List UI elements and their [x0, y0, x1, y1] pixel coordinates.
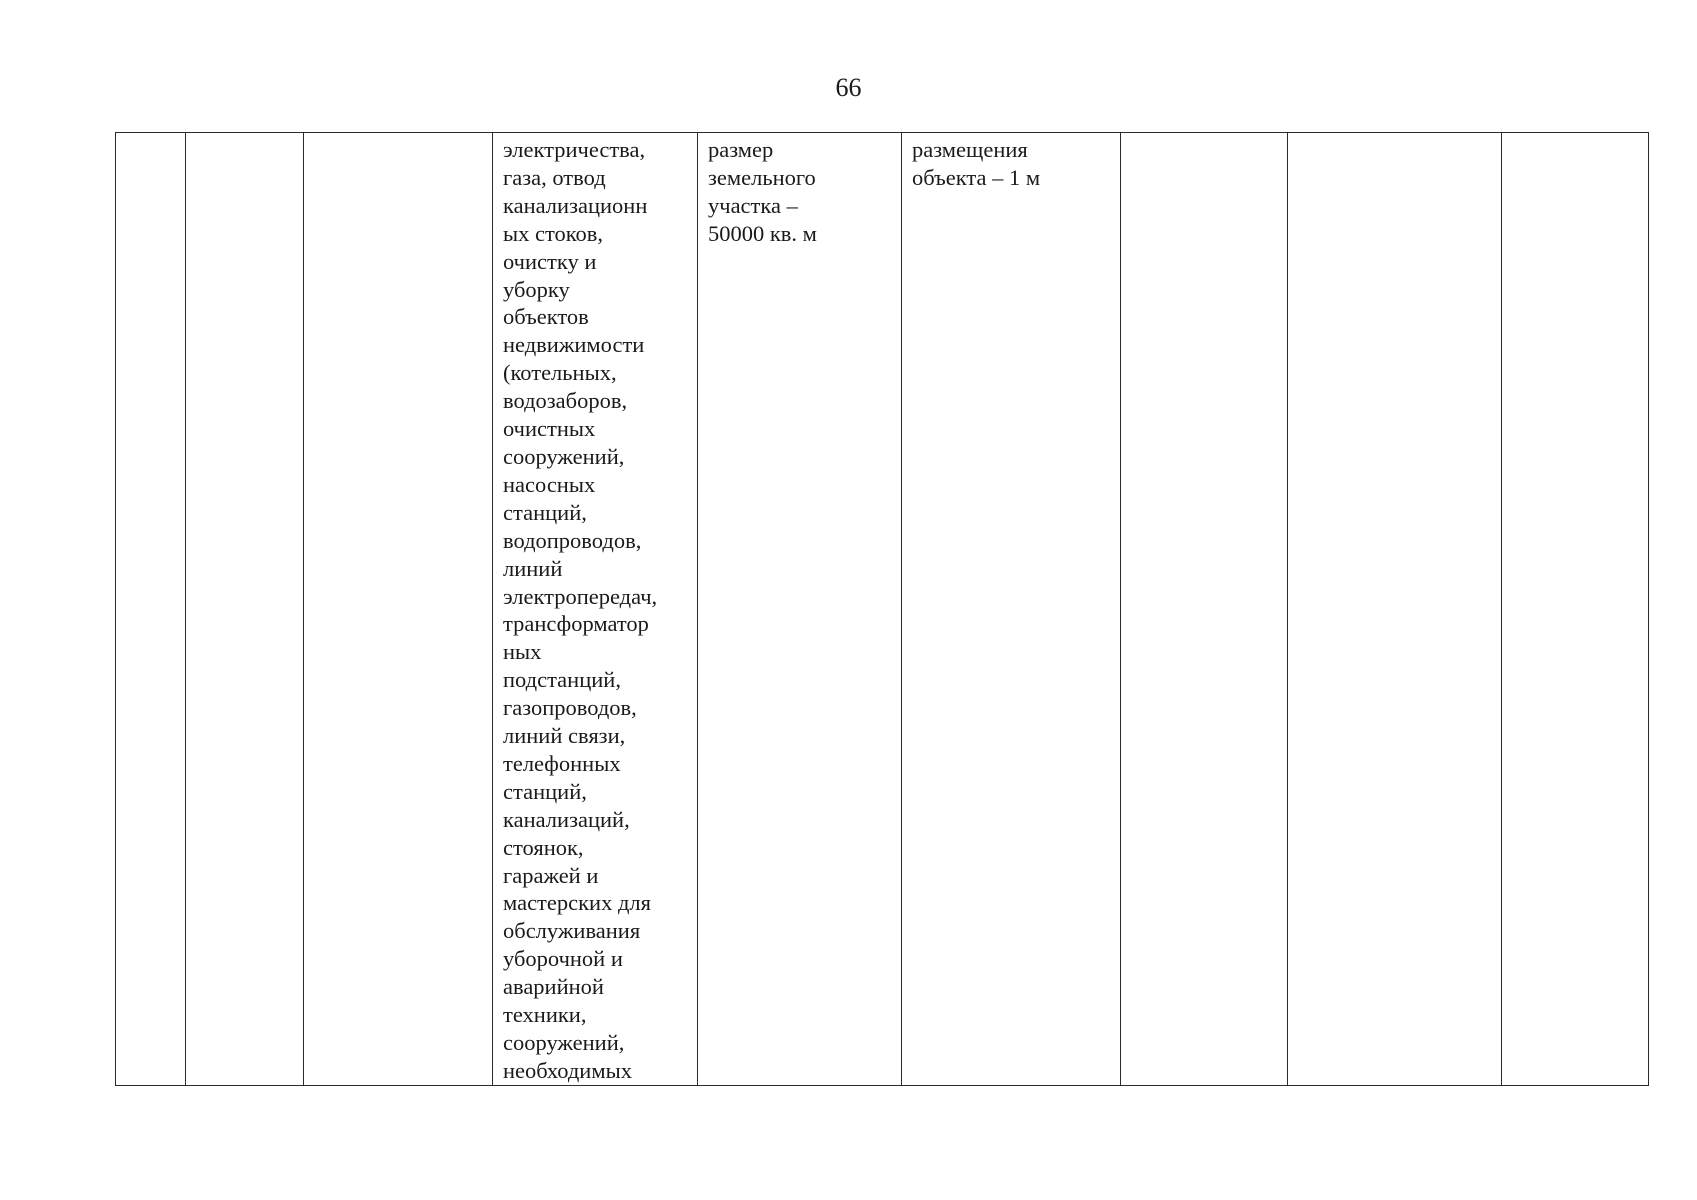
cell-text: электричества, газа, отвод канализационн ых стоков, очистку и уборку объектов недвижимости (котельных, водозаборов, очистных сооружений, насосных станций, водопроводов, линий электропередач, трансформатор ных подстанций, газопроводов, линий связи, телефонных станций, канализаций, стоянок, гаражей и мастерских для обслуживания уборочной и аварийной техники, сооружений, необходимых: [503, 137, 658, 1083]
cell-text: размещения объекта – 1 м: [912, 137, 1041, 190]
table-cell-col-7: [1121, 133, 1288, 1086]
table-cell-col-9: [1502, 133, 1649, 1086]
table-row: [116, 133, 1649, 1086]
table-cell-col-3: [304, 133, 493, 1086]
cell-text: размер земельного участка – 50000 кв. м: [708, 137, 817, 246]
page-number: 66: [835, 73, 862, 102]
regulations-table: [115, 132, 1649, 1086]
table-cell-col-2: [186, 133, 304, 1086]
table-cell-col-4: [493, 133, 698, 1086]
table-cell-col-8: [1288, 133, 1502, 1086]
table-cell-col-6: [902, 133, 1121, 1086]
table-cell-col-5: [698, 133, 902, 1086]
table-cell-col-1: [116, 133, 186, 1086]
